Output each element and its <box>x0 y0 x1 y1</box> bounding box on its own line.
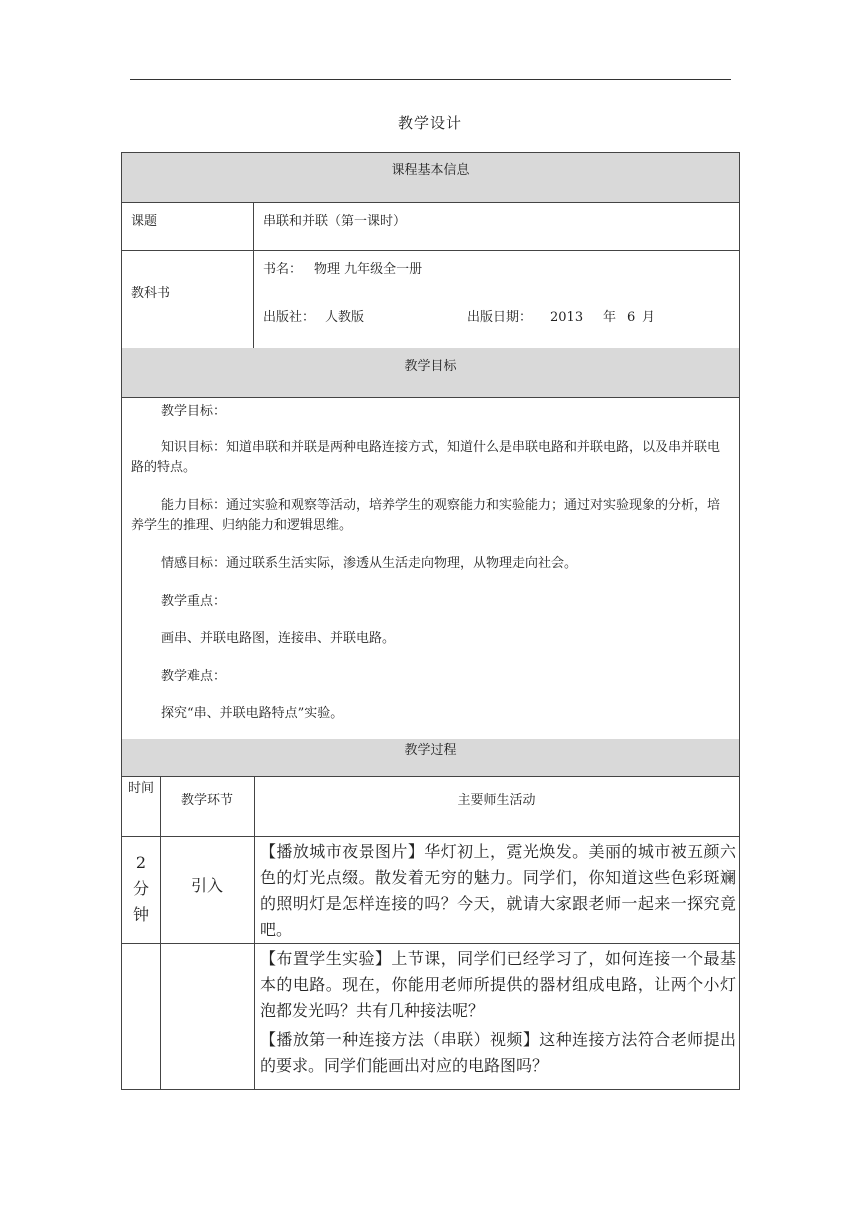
table-row-1-stage: 引入 <box>190 876 223 895</box>
topic-label: 课题 <box>131 214 158 229</box>
column-header-stage: 教学环节 <box>180 793 233 808</box>
publish-year: 2013 <box>550 310 584 325</box>
ability-objective: 能力目标：通过实验和观察等活动，培养学生的观察能力和实验能力；通过对实验现象的分析，培养学生的推理、归纳能力和逻辑思维。 <box>131 498 721 533</box>
table-row-1-activity: 【播放城市夜景图片】华灯初上，霓光焕发。美丽的城市被五颜六色的灯光点缀。散发着无穷的魅力。同学们，你知道这些色彩斑斓的照明灯是怎样连接的吗？今天，就请大家跟老师一起来一探究竟吧。 <box>260 842 736 939</box>
objectives-heading: 教学目标： <box>161 404 227 419</box>
table-row-1-time: 2分钟 <box>132 853 149 924</box>
difficulty-points: 探究“串、并联电路特点”实验。 <box>161 706 344 721</box>
publisher-value: 人教版 <box>325 310 365 325</box>
publish-month: 6 <box>627 310 636 325</box>
section-header-process-label: 教学过程 <box>404 743 457 758</box>
section-header-objectives-label: 教学目标 <box>404 359 457 374</box>
column-header-activities: 主要师生活动 <box>457 793 536 808</box>
publisher-label: 出版社： <box>263 310 316 325</box>
column-header-time: 时间 <box>127 781 154 796</box>
knowledge-objective: 知识目标：知道串联和并联是两种电路连接方式，知道什么是串联电路和并联电路，以及串并联电路的特点。 <box>131 440 721 475</box>
key-points-heading: 教学重点： <box>161 594 227 609</box>
key-points: 画串、并联电路图，连接串、并联电路。 <box>161 631 396 646</box>
lesson-plan-table <box>121 152 740 1090</box>
table-row-2-activity-2: 【播放第一种连接方法（串联）视频】这种连接方法符合老师提出的要求。同学们能画出对应的电路图吗？ <box>260 1030 736 1075</box>
section-header-basic-info-label: 课程基本信息 <box>391 163 470 178</box>
book-name-value: 物理 九年级全一册 <box>314 262 423 277</box>
section-header-process <box>122 739 739 776</box>
top-rule <box>130 79 731 80</box>
section-header-basic-info <box>122 153 739 202</box>
topic-value: 串联和并联（第一课时） <box>263 214 407 229</box>
publish-date-label: 出版日期： <box>467 310 533 325</box>
textbook-label: 教科书 <box>131 286 171 301</box>
document-title: 教学设计 <box>397 114 462 132</box>
emotion-objective: 情感目标：通过联系生活实际，渗透从生活走向物理，从物理走向社会。 <box>161 556 578 571</box>
book-name-label: 书名： <box>263 262 303 277</box>
publish-month-unit: 月 <box>642 310 656 325</box>
difficulty-heading: 教学难点： <box>161 669 227 684</box>
publish-year-unit: 年 <box>603 310 617 325</box>
section-header-objectives <box>122 348 739 397</box>
table-row-2-activity-1: 【布置学生实验】上节课，同学们已经学习了，如何连接一个最基本的电路。现在，你能用老师所提供的器材组成电路，让两个小灯泡都发光吗？共有几种接法呢？ <box>260 949 736 1020</box>
